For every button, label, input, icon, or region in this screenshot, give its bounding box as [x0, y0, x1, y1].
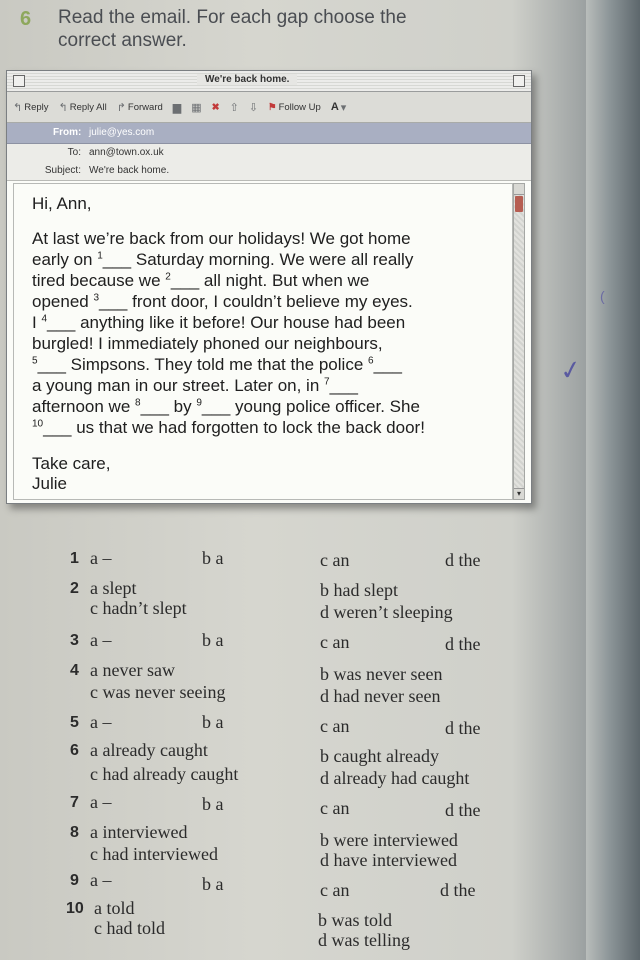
to-label: To:	[67, 147, 81, 158]
option-d[interactable]: d already had caught	[320, 768, 470, 788]
option-d[interactable]: d weren’t sleeping	[320, 602, 453, 622]
option-c[interactable]: c an	[320, 550, 350, 570]
gap-number: 10	[32, 418, 44, 430]
question-number: 4	[70, 662, 79, 679]
option-d[interactable]: d the	[445, 634, 481, 654]
email-text: ___ by	[140, 397, 197, 416]
gap-number: 5	[32, 355, 38, 367]
subject-label: Subject:	[44, 165, 81, 176]
question-number: 9	[70, 872, 79, 889]
email-text: burgled! I immediately phoned our neighbours,	[32, 334, 383, 353]
option-d[interactable]: d the	[445, 550, 481, 570]
task-instruction-line-1: Read the email. For each gap choose the	[58, 7, 407, 28]
gap-number: 2	[165, 271, 171, 283]
gap-number: 9	[196, 397, 202, 409]
question-number: 1	[70, 550, 79, 567]
option-a[interactable]: a –	[90, 712, 112, 732]
question-number: 6	[70, 742, 79, 759]
option-a[interactable]: a already caught	[90, 740, 208, 760]
option-d[interactable]: d have interviewed	[320, 850, 457, 870]
option-c[interactable]: c an	[320, 632, 350, 652]
email-text: ___ front door, I couldn’t believe my eyes.	[99, 292, 413, 311]
option-b[interactable]: b a	[202, 874, 224, 894]
gap-number: 8	[135, 397, 141, 409]
option-b[interactable]: b caught already	[320, 746, 439, 766]
option-a[interactable]: a interviewed	[90, 822, 188, 842]
option-d[interactable]: d the	[445, 800, 481, 820]
down-arrow-icon: ⇩	[248, 101, 259, 114]
option-c[interactable]: c an	[320, 880, 350, 900]
from-label: From:	[53, 127, 82, 138]
email-greeting: Hi, Ann,	[32, 194, 92, 213]
question-number: 10	[66, 900, 84, 917]
email-text: ___ Simpsons. They told me that the police	[37, 355, 368, 374]
font-format-icon: A	[330, 101, 339, 113]
up-arrow-icon: ⇧	[229, 101, 239, 114]
gap-number: 7	[324, 376, 330, 388]
task-instruction-line-2: correct answer.	[58, 30, 187, 51]
question-number: 7	[70, 794, 79, 811]
option-b[interactable]: b a	[202, 712, 224, 732]
option-b[interactable]: b a	[202, 630, 224, 650]
email-text: At last we’re back from our holidays! We got home	[32, 229, 411, 248]
option-c[interactable]: c had interviewed	[90, 844, 218, 864]
option-b[interactable]: b was told	[318, 910, 392, 930]
option-a[interactable]: a –	[90, 792, 112, 812]
option-d[interactable]: d the	[440, 880, 476, 900]
file-cabinet-icon: ▦	[191, 101, 202, 114]
email-text: ___	[373, 355, 402, 374]
option-a[interactable]: a –	[90, 870, 112, 890]
email-text: opened	[32, 292, 94, 311]
window-title: We're back home.	[197, 74, 297, 85]
gap-number: 3	[93, 292, 100, 304]
question-number: 2	[70, 580, 79, 597]
email-text: early on	[32, 250, 98, 269]
delete-x-icon: ✖	[211, 101, 220, 113]
option-a[interactable]: a –	[90, 548, 112, 568]
subject-value: We're back home.	[89, 165, 170, 176]
email-signature: Julie	[32, 474, 67, 493]
email-text: ___ all night. But when we	[170, 271, 370, 290]
gap-number: 4	[41, 313, 48, 325]
option-c[interactable]: c hadn’t slept	[90, 598, 187, 618]
from-value[interactable]: julie@yes.com	[89, 127, 155, 138]
option-a[interactable]: a never saw	[90, 660, 175, 680]
reply-label: Reply	[24, 101, 49, 113]
question-number: 3	[70, 632, 79, 649]
email-text: ___ us that we had forgotten to lock the back door!	[43, 418, 425, 437]
option-a[interactable]: a told	[94, 898, 135, 918]
option-d[interactable]: d was telling	[318, 930, 410, 950]
chevron-down-icon: ▾	[340, 101, 347, 114]
email-text: ___ Saturday morning. We were all really	[102, 250, 414, 269]
option-c[interactable]: c had told	[94, 918, 165, 938]
question-number: 8	[70, 824, 79, 841]
option-c[interactable]: c an	[320, 716, 350, 736]
reply-all-arrow-icon: ↰	[58, 101, 68, 114]
pencil-mark-icon: (	[600, 288, 605, 304]
email-text: ___	[329, 376, 358, 395]
option-b[interactable]: b was never seen	[320, 664, 443, 684]
email-signoff: Take care,	[32, 454, 111, 473]
scroll-down-arrow-icon[interactable]: ▾	[514, 488, 524, 499]
forward-arrow-icon: ↱	[116, 101, 126, 114]
option-d[interactable]: d had never seen	[320, 686, 441, 706]
reply-all-label: Reply All	[69, 101, 107, 113]
option-b[interactable]: b were interviewed	[320, 830, 458, 850]
option-b[interactable]: b a	[202, 548, 224, 568]
email-text: ___ anything like it before! Our house had been	[47, 313, 406, 332]
task-number: 6	[20, 8, 32, 30]
question-number: 5	[70, 714, 79, 731]
email-text: tired because we	[32, 271, 166, 290]
email-text: ___ young police officer. She	[201, 397, 420, 416]
flag-icon: ⚑	[268, 101, 277, 113]
option-b[interactable]: b a	[202, 794, 224, 814]
to-value[interactable]: ann@town.ox.uk	[89, 147, 164, 158]
option-a[interactable]: a slept	[90, 578, 137, 598]
option-c[interactable]: c an	[320, 798, 350, 818]
forward-label: Forward	[127, 101, 163, 113]
email-text: afternoon we	[32, 397, 136, 416]
option-c[interactable]: c was never seeing	[90, 682, 226, 702]
gap-number: 6	[368, 355, 374, 367]
option-c[interactable]: c had already caught	[90, 764, 239, 784]
option-b[interactable]: b had slept	[320, 580, 398, 600]
email-text: I	[32, 313, 42, 332]
gap-number: 1	[97, 250, 103, 262]
follow-up-label: Follow Up	[278, 101, 321, 113]
pencil-tick-icon: ✓	[557, 353, 585, 387]
printer-icon: ▆	[172, 101, 182, 114]
email-text: a young man in our street. Later on, in	[32, 376, 325, 395]
option-d[interactable]: d the	[445, 718, 481, 738]
reply-arrow-icon: ↰	[13, 101, 23, 114]
option-a[interactable]: a –	[90, 630, 112, 650]
